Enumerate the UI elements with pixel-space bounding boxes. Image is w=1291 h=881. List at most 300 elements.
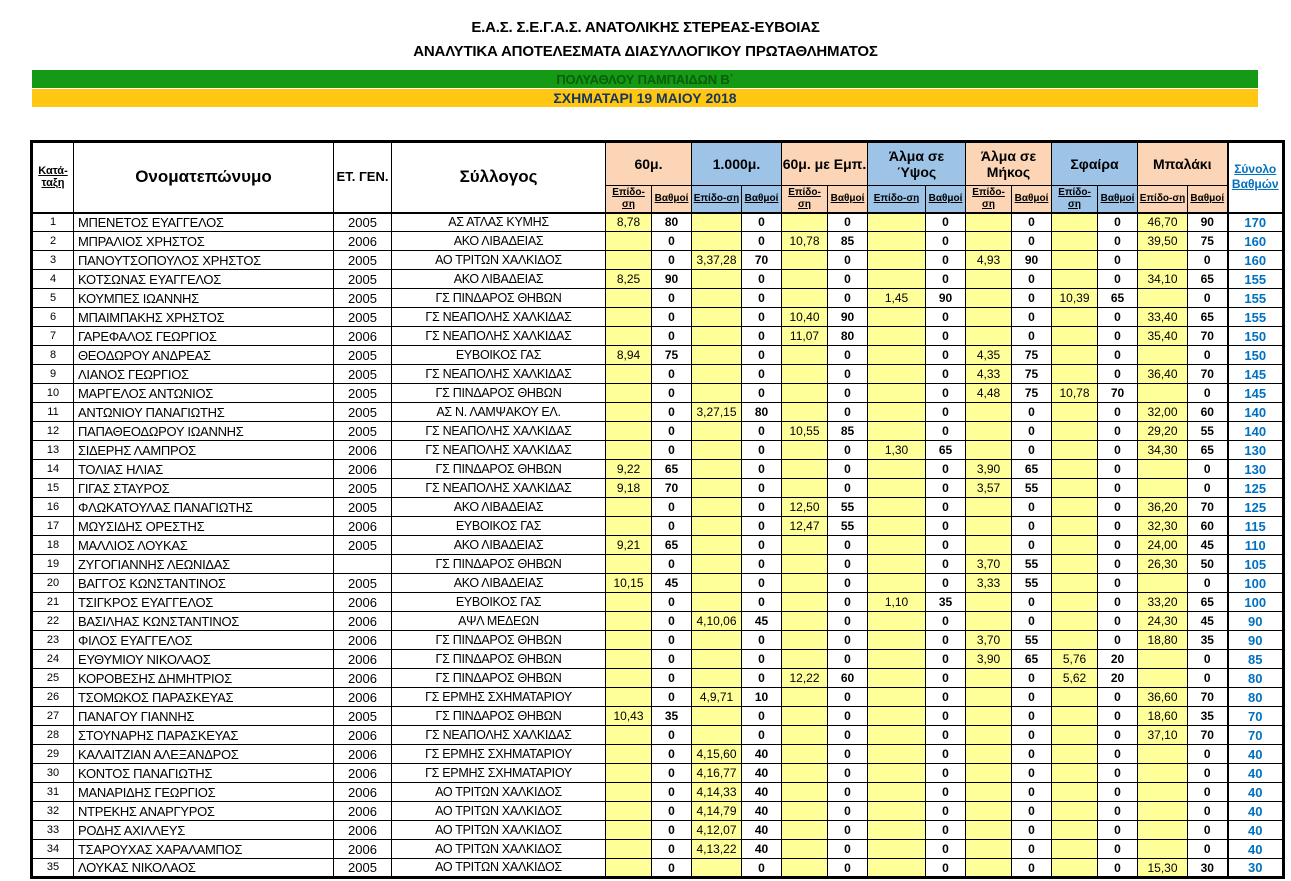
shot-put-performance-cell (1052, 612, 1098, 631)
club-cell: ΑΟ ΤΡΙΤΩΝ ΧΑΛΚΙΔΟΣ (392, 821, 606, 840)
rank-cell: 11 (32, 403, 74, 422)
high-jump-performance-cell (868, 764, 926, 783)
club-cell: ΑΟ ΤΡΙΤΩΝ ΧΑΛΚΙΔΟΣ (392, 783, 606, 802)
athlete-name-cell: ΡΟΔΗΣ ΑΧΙΛΛΕΥΣ (74, 821, 334, 840)
subheader-60m-performance: Επίδο-ση (606, 186, 652, 213)
1000m-points-cell: 70 (742, 251, 782, 270)
rank-cell: 6 (32, 308, 74, 327)
60m-hurdles-points-cell: 60 (828, 669, 868, 688)
table-row (32, 289, 1284, 308)
long-jump-points-cell: 65 (1012, 650, 1052, 669)
60m-points-cell: 80 (652, 213, 692, 232)
col-header-total-points[interactable]: Σύνολο Βαθμών (1228, 142, 1284, 213)
shot-put-performance-cell (1052, 707, 1098, 726)
60m-hurdles-points-cell: 0 (828, 536, 868, 555)
60m-performance-cell (606, 308, 652, 327)
1000m-points-cell: 40 (742, 783, 782, 802)
60m-hurdles-performance-cell: 10,78 (782, 232, 828, 251)
ball-throw-points-cell: 0 (1188, 802, 1228, 821)
rank-cell: 3 (32, 251, 74, 270)
60m-hurdles-performance-cell (782, 764, 828, 783)
ball-throw-performance-cell: 46,70 (1138, 213, 1188, 232)
60m-points-cell: 35 (652, 707, 692, 726)
total-points-cell: 160 (1228, 251, 1284, 270)
60m-hurdles-points-cell: 55 (828, 498, 868, 517)
club-cell: ΓΣ ΝΕΑΠΟΛΗΣ ΧΑΛΚΙΔΑΣ (392, 479, 606, 498)
rank-cell: 8 (32, 346, 74, 365)
long-jump-points-cell: 0 (1012, 422, 1052, 441)
table-row (32, 346, 1284, 365)
ball-throw-points-cell: 0 (1188, 289, 1228, 308)
1000m-performance-cell (692, 536, 742, 555)
1000m-points-cell: 0 (742, 289, 782, 308)
60m-performance-cell (606, 802, 652, 821)
1000m-performance-cell: 3,37,28 (692, 251, 742, 270)
long-jump-performance-cell (966, 536, 1012, 555)
high-jump-points-cell: 0 (926, 536, 966, 555)
shot-put-points-cell: 0 (1098, 346, 1138, 365)
col-header-1000m: 1.000μ. (692, 142, 782, 186)
1000m-points-cell: 0 (742, 498, 782, 517)
60m-points-cell: 0 (652, 327, 692, 346)
long-jump-points-cell: 0 (1012, 289, 1052, 308)
high-jump-points-cell: 0 (926, 669, 966, 688)
col-header-60m-hurdles: 60μ. με Εμπ. (782, 142, 868, 186)
long-jump-performance-cell: 3,70 (966, 555, 1012, 574)
rank-cell: 1 (32, 213, 74, 232)
high-jump-performance-cell: 1,30 (868, 441, 926, 460)
total-points-cell: 70 (1228, 707, 1284, 726)
table-row (32, 688, 1284, 707)
col-header-rank: Κατά-ταξη (32, 142, 74, 213)
1000m-performance-cell (692, 270, 742, 289)
high-jump-performance-cell (868, 631, 926, 650)
athlete-name-cell: ΤΣΙΓΚΡΟΣ ΕΥΑΓΓΕΛΟΣ (74, 593, 334, 612)
long-jump-points-cell: 0 (1012, 707, 1052, 726)
club-cell: ΑΟ ΤΡΙΤΩΝ ΧΑΛΚΙΔΟΣ (392, 840, 606, 859)
long-jump-performance-cell (966, 840, 1012, 859)
60m-hurdles-performance-cell (782, 650, 828, 669)
total-points-cell: 70 (1228, 726, 1284, 745)
athlete-name-cell: ΠΑΠΑΘΕΟΔΩΡΟΥ ΙΩΑΝΝΗΣ (74, 422, 334, 441)
athlete-name-cell: ΚΟΡΟΒΕΣΗΣ ΔΗΜΗΤΡΙΟΣ (74, 669, 334, 688)
high-jump-performance-cell (868, 270, 926, 289)
1000m-points-cell: 0 (742, 555, 782, 574)
60m-performance-cell (606, 631, 652, 650)
60m-points-cell: 0 (652, 517, 692, 536)
1000m-points-cell: 0 (742, 422, 782, 441)
long-jump-performance-cell (966, 403, 1012, 422)
athlete-name-cell: ΒΑΣΙΛΗΑΣ ΚΩΝΣΤΑΝΤΙΝΟΣ (74, 612, 334, 631)
60m-hurdles-performance-cell (782, 479, 828, 498)
table-row (32, 517, 1284, 536)
high-jump-points-cell: 0 (926, 802, 966, 821)
shot-put-performance-cell (1052, 764, 1098, 783)
long-jump-performance-cell (966, 859, 1012, 878)
1000m-points-cell: 0 (742, 593, 782, 612)
birth-year-cell: 2006 (334, 669, 392, 688)
ball-throw-performance-cell (1138, 745, 1188, 764)
1000m-points-cell: 0 (742, 859, 782, 878)
total-points-cell: 40 (1228, 840, 1284, 859)
shot-put-points-cell: 0 (1098, 802, 1138, 821)
60m-points-cell: 0 (652, 669, 692, 688)
1000m-performance-cell (692, 669, 742, 688)
table-row (32, 232, 1284, 251)
table-row (32, 802, 1284, 821)
athlete-name-cell: ΘΕΟΔΩΡΟΥ ΑΝΔΡΕΑΣ (74, 346, 334, 365)
long-jump-performance-cell: 3,70 (966, 631, 1012, 650)
ball-throw-points-cell: 70 (1188, 688, 1228, 707)
subheader-60m-hurdles-performance: Επίδο-ση (782, 186, 828, 213)
total-points-cell: 130 (1228, 460, 1284, 479)
ball-throw-performance-cell: 32,00 (1138, 403, 1188, 422)
shot-put-performance-cell (1052, 365, 1098, 384)
high-jump-performance-cell (868, 308, 926, 327)
table-row (32, 593, 1284, 612)
col-header-name: Ονοματεπώνυμο (74, 142, 334, 213)
total-points-cell: 40 (1228, 783, 1284, 802)
athlete-name-cell: ΠΑΝΑΓΟΥ ΓΙΑΝΝΗΣ (74, 707, 334, 726)
1000m-performance-cell (692, 726, 742, 745)
60m-performance-cell (606, 612, 652, 631)
60m-performance-cell (606, 327, 652, 346)
60m-hurdles-points-cell: 0 (828, 821, 868, 840)
rank-cell: 21 (32, 593, 74, 612)
1000m-points-cell: 0 (742, 650, 782, 669)
total-points-cell: 40 (1228, 745, 1284, 764)
birth-year-cell: 2006 (334, 764, 392, 783)
table-row (32, 574, 1284, 593)
long-jump-points-cell: 55 (1012, 555, 1052, 574)
long-jump-points-cell: 0 (1012, 764, 1052, 783)
1000m-performance-cell (692, 308, 742, 327)
60m-hurdles-points-cell: 0 (828, 460, 868, 479)
long-jump-performance-cell: 4,33 (966, 365, 1012, 384)
total-points-cell: 140 (1228, 403, 1284, 422)
club-cell: ΕΥΒΟΙΚΟΣ ΓΑΣ (392, 517, 606, 536)
1000m-performance-cell (692, 232, 742, 251)
high-jump-points-cell: 0 (926, 726, 966, 745)
results-body (32, 213, 1284, 878)
60m-performance-cell (606, 726, 652, 745)
ball-throw-performance-cell: 32,30 (1138, 517, 1188, 536)
club-cell: ΓΣ ΝΕΑΠΟΛΗΣ ΧΑΛΚΙΔΑΣ (392, 365, 606, 384)
rank-cell: 24 (32, 650, 74, 669)
1000m-points-cell: 40 (742, 745, 782, 764)
1000m-points-cell: 0 (742, 669, 782, 688)
high-jump-performance-cell (868, 726, 926, 745)
1000m-points-cell: 0 (742, 517, 782, 536)
long-jump-performance-cell (966, 441, 1012, 460)
shot-put-performance-cell (1052, 536, 1098, 555)
long-jump-points-cell: 0 (1012, 726, 1052, 745)
high-jump-points-cell: 0 (926, 479, 966, 498)
60m-hurdles-points-cell: 55 (828, 517, 868, 536)
60m-points-cell: 0 (652, 802, 692, 821)
60m-hurdles-performance-cell (782, 745, 828, 764)
club-cell: ΓΣ ΠΙΝΔΑΡΟΣ ΘΗΒΩΝ (392, 289, 606, 308)
subheader-ball-throw-performance: Επίδο-ση (1138, 186, 1188, 213)
high-jump-performance-cell (868, 346, 926, 365)
high-jump-points-cell: 0 (926, 859, 966, 878)
high-jump-points-cell: 0 (926, 783, 966, 802)
60m-hurdles-points-cell: 0 (828, 631, 868, 650)
total-points-cell: 85 (1228, 650, 1284, 669)
total-points-cell: 90 (1228, 612, 1284, 631)
60m-hurdles-performance-cell (782, 365, 828, 384)
1000m-performance-cell (692, 498, 742, 517)
athlete-name-cell: ΒΑΓΓΟΣ ΚΩΝΣΤΑΝΤΙΝΟΣ (74, 574, 334, 593)
high-jump-points-cell: 0 (926, 327, 966, 346)
high-jump-points-cell: 0 (926, 631, 966, 650)
rank-cell: 4 (32, 270, 74, 289)
total-points-cell: 40 (1228, 764, 1284, 783)
club-cell: ΑΣ ΑΤΛΑΣ ΚΥΜΗΣ (392, 213, 606, 232)
club-cell: ΕΥΒΟΙΚΟΣ ΓΑΣ (392, 593, 606, 612)
1000m-performance-cell (692, 460, 742, 479)
total-points-cell: 155 (1228, 289, 1284, 308)
birth-year-cell: 2006 (334, 726, 392, 745)
birth-year-cell: 2005 (334, 384, 392, 403)
birth-year-cell: 2006 (334, 631, 392, 650)
high-jump-performance-cell (868, 251, 926, 270)
total-points-cell: 110 (1228, 536, 1284, 555)
60m-performance-cell: 8,78 (606, 213, 652, 232)
club-cell: ΑΟ ΤΡΙΤΩΝ ΧΑΛΚΙΔΟΣ (392, 251, 606, 270)
60m-performance-cell (606, 745, 652, 764)
shot-put-points-cell: 0 (1098, 707, 1138, 726)
ball-throw-points-cell: 0 (1188, 650, 1228, 669)
60m-hurdles-performance-cell: 11,07 (782, 327, 828, 346)
60m-hurdles-performance-cell (782, 783, 828, 802)
high-jump-performance-cell (868, 498, 926, 517)
col-header-birth-year: ΕΤ. ΓΕΝ. (334, 142, 392, 213)
birth-year-cell: 2005 (334, 479, 392, 498)
birth-year-cell: 2005 (334, 859, 392, 878)
birth-year-cell: 2005 (334, 403, 392, 422)
table-row (32, 270, 1284, 289)
long-jump-points-cell: 55 (1012, 631, 1052, 650)
long-jump-performance-cell (966, 669, 1012, 688)
60m-performance-cell: 9,22 (606, 460, 652, 479)
shot-put-performance-cell (1052, 745, 1098, 764)
1000m-performance-cell: 3,27,15 (692, 403, 742, 422)
60m-points-cell: 45 (652, 574, 692, 593)
subheader-shot-put-points: Βαθμοί (1098, 186, 1138, 213)
table-row (32, 859, 1284, 878)
total-points-cell: 155 (1228, 308, 1284, 327)
long-jump-points-cell: 55 (1012, 479, 1052, 498)
ball-throw-performance-cell: 24,30 (1138, 612, 1188, 631)
birth-year-cell: 2006 (334, 593, 392, 612)
60m-performance-cell (606, 555, 652, 574)
high-jump-points-cell: 0 (926, 498, 966, 517)
ball-throw-performance-cell: 35,40 (1138, 327, 1188, 346)
ball-throw-points-cell: 50 (1188, 555, 1228, 574)
high-jump-performance-cell (868, 536, 926, 555)
birth-year-cell: 2006 (334, 821, 392, 840)
shot-put-performance-cell (1052, 308, 1098, 327)
high-jump-performance-cell (868, 232, 926, 251)
total-points-cell: 125 (1228, 479, 1284, 498)
shot-put-points-cell: 0 (1098, 726, 1138, 745)
1000m-points-cell: 0 (742, 270, 782, 289)
ball-throw-points-cell: 0 (1188, 384, 1228, 403)
ball-throw-points-cell: 0 (1188, 669, 1228, 688)
ball-throw-points-cell: 30 (1188, 859, 1228, 878)
shot-put-points-cell: 0 (1098, 764, 1138, 783)
rank-cell: 14 (32, 460, 74, 479)
60m-performance-cell (606, 365, 652, 384)
rank-cell: 22 (32, 612, 74, 631)
shot-put-points-cell: 0 (1098, 327, 1138, 346)
long-jump-points-cell: 0 (1012, 536, 1052, 555)
shot-put-points-cell: 0 (1098, 422, 1138, 441)
rank-cell: 28 (32, 726, 74, 745)
1000m-performance-cell (692, 574, 742, 593)
high-jump-performance-cell (868, 403, 926, 422)
1000m-points-cell: 0 (742, 327, 782, 346)
ball-throw-points-cell: 35 (1188, 707, 1228, 726)
long-jump-performance-cell: 4,48 (966, 384, 1012, 403)
athlete-name-cell: ΝΤΡΕΚΗΣ ΑΝΑΡΓΥΡΟΣ (74, 802, 334, 821)
1000m-performance-cell (692, 859, 742, 878)
athlete-name-cell: ΦΙΛΟΣ ΕΥΑΓΓΕΛΟΣ (74, 631, 334, 650)
athlete-name-cell: ΜΑΝΑΡΙΔΗΣ ΓΕΩΡΓΙΟΣ (74, 783, 334, 802)
high-jump-performance-cell (868, 460, 926, 479)
high-jump-performance-cell: 1,45 (868, 289, 926, 308)
athlete-name-cell: ΚΟΥΜΠΕΣ ΙΩΑΝΝΗΣ (74, 289, 334, 308)
table-row (32, 441, 1284, 460)
club-cell: ΑΚΟ ΛΙΒΑΔΕΙΑΣ (392, 270, 606, 289)
60m-hurdles-performance-cell (782, 270, 828, 289)
60m-hurdles-points-cell: 0 (828, 213, 868, 232)
club-cell: ΓΣ ΝΕΑΠΟΛΗΣ ΧΑΛΚΙΔΑΣ (392, 441, 606, 460)
shot-put-performance-cell (1052, 346, 1098, 365)
high-jump-performance-cell (868, 669, 926, 688)
high-jump-points-cell: 90 (926, 289, 966, 308)
shot-put-points-cell: 0 (1098, 631, 1138, 650)
col-header-club: Σύλλογος (392, 142, 606, 213)
ball-throw-performance-cell (1138, 802, 1188, 821)
club-cell: ΓΣ ΠΙΝΔΑΡΟΣ ΘΗΒΩΝ (392, 631, 606, 650)
60m-hurdles-performance-cell (782, 688, 828, 707)
60m-hurdles-performance-cell (782, 726, 828, 745)
table-row (32, 707, 1284, 726)
long-jump-points-cell: 90 (1012, 251, 1052, 270)
1000m-points-cell: 0 (742, 441, 782, 460)
shot-put-performance-cell (1052, 327, 1098, 346)
table-row (32, 327, 1284, 346)
table-row (32, 251, 1284, 270)
category-band (32, 70, 1258, 88)
1000m-performance-cell (692, 517, 742, 536)
total-points-cell: 90 (1228, 631, 1284, 650)
1000m-points-cell: 0 (742, 536, 782, 555)
60m-points-cell: 0 (652, 612, 692, 631)
1000m-performance-cell (692, 555, 742, 574)
shot-put-points-cell: 0 (1098, 574, 1138, 593)
shot-put-performance-cell (1052, 859, 1098, 878)
col-header-long-jump: Άλμα σε Μήκος (966, 142, 1052, 186)
60m-performance-cell (606, 232, 652, 251)
shot-put-performance-cell: 10,78 (1052, 384, 1098, 403)
ball-throw-points-cell: 0 (1188, 821, 1228, 840)
1000m-performance-cell (692, 384, 742, 403)
ball-throw-points-cell: 90 (1188, 213, 1228, 232)
total-points-cell: 170 (1228, 213, 1284, 232)
ball-throw-performance-cell: 18,80 (1138, 631, 1188, 650)
high-jump-performance-cell (868, 555, 926, 574)
ball-throw-points-cell: 60 (1188, 517, 1228, 536)
high-jump-performance-cell (868, 384, 926, 403)
venue-date-label: ΣΧΗΜΑΤΑΡΙ 19 ΜΑΙΟΥ 2018 (553, 90, 737, 106)
ball-throw-performance-cell: 24,00 (1138, 536, 1188, 555)
60m-points-cell: 65 (652, 460, 692, 479)
shot-put-points-cell: 0 (1098, 536, 1138, 555)
long-jump-performance-cell (966, 289, 1012, 308)
birth-year-cell: 2006 (334, 460, 392, 479)
long-jump-performance-cell: 3,57 (966, 479, 1012, 498)
60m-hurdles-points-cell: 0 (828, 441, 868, 460)
long-jump-performance-cell (966, 821, 1012, 840)
club-cell: ΓΣ ΝΕΑΠΟΛΗΣ ΧΑΛΚΙΔΑΣ (392, 308, 606, 327)
60m-performance-cell: 10,15 (606, 574, 652, 593)
club-cell: ΓΣ ΕΡΜΗΣ ΣΧΗΜΑΤΑΡΙΟΥ (392, 745, 606, 764)
birth-year-cell: 2005 (334, 365, 392, 384)
60m-points-cell: 0 (652, 422, 692, 441)
60m-hurdles-points-cell: 0 (828, 612, 868, 631)
1000m-points-cell: 0 (742, 232, 782, 251)
60m-points-cell: 0 (652, 308, 692, 327)
table-row (32, 403, 1284, 422)
birth-year-cell: 2005 (334, 422, 392, 441)
high-jump-performance-cell (868, 707, 926, 726)
ball-throw-performance-cell (1138, 574, 1188, 593)
total-points-cell: 100 (1228, 574, 1284, 593)
long-jump-performance-cell (966, 270, 1012, 289)
high-jump-points-cell: 0 (926, 574, 966, 593)
long-jump-performance-cell (966, 745, 1012, 764)
club-cell: ΑΟ ΤΡΙΤΩΝ ΧΑΛΚΙΔΟΣ (392, 802, 606, 821)
60m-hurdles-performance-cell (782, 441, 828, 460)
rank-cell: 32 (32, 802, 74, 821)
1000m-points-cell: 0 (742, 365, 782, 384)
shot-put-performance-cell (1052, 517, 1098, 536)
shot-put-performance-cell (1052, 726, 1098, 745)
birth-year-cell (334, 555, 392, 574)
athlete-name-cell: ΚΟΝΤΟΣ ΠΑΝΑΓΙΩΤΗΣ (74, 764, 334, 783)
60m-hurdles-points-cell: 85 (828, 232, 868, 251)
club-cell: ΓΣ ΝΕΑΠΟΛΗΣ ΧΑΛΚΙΔΑΣ (392, 726, 606, 745)
long-jump-points-cell: 75 (1012, 384, 1052, 403)
60m-hurdles-points-cell: 0 (828, 802, 868, 821)
60m-performance-cell: 8,94 (606, 346, 652, 365)
shot-put-performance-cell (1052, 688, 1098, 707)
shot-put-points-cell: 0 (1098, 251, 1138, 270)
ball-throw-performance-cell: 36,60 (1138, 688, 1188, 707)
birth-year-cell: 2005 (334, 213, 392, 232)
rank-cell: 30 (32, 764, 74, 783)
high-jump-points-cell: 0 (926, 821, 966, 840)
table-row (32, 821, 1284, 840)
rank-cell: 19 (32, 555, 74, 574)
ball-throw-points-cell: 70 (1188, 726, 1228, 745)
rank-cell: 18 (32, 536, 74, 555)
long-jump-performance-cell (966, 764, 1012, 783)
ball-throw-points-cell: 70 (1188, 498, 1228, 517)
